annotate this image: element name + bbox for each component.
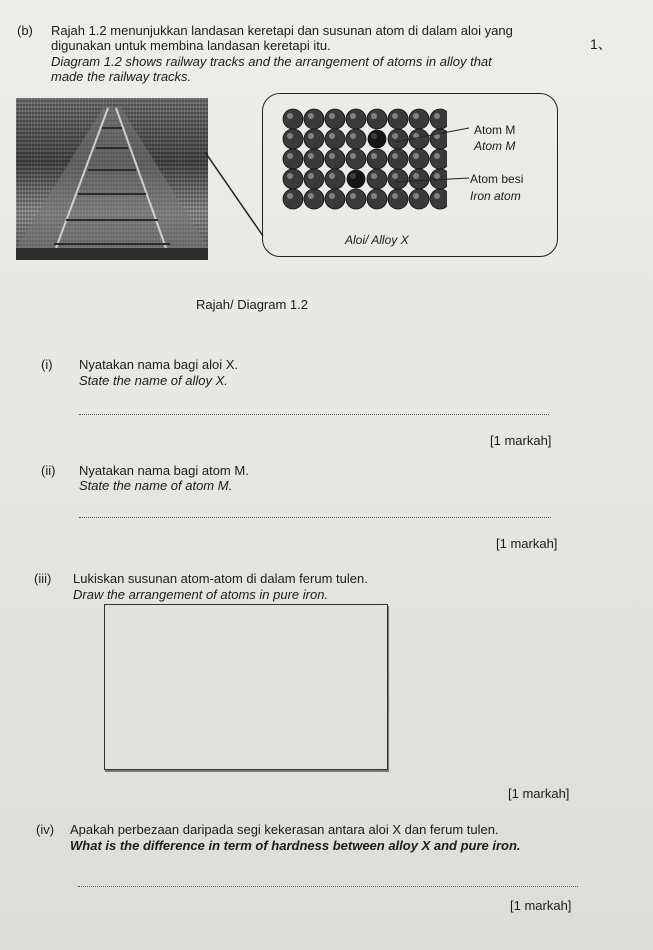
iron-atom (367, 109, 387, 129)
atom-m-label-english: Atom M (474, 139, 516, 153)
atom-highlight (308, 153, 314, 159)
atom-m (347, 170, 365, 188)
atom-highlight (329, 113, 335, 119)
atom-highlight (371, 193, 377, 199)
part-ii-marks: [1 markah] (496, 536, 558, 551)
part-ii-english: State the name of atom M. (79, 478, 233, 493)
atom-highlight (350, 133, 356, 139)
atom-highlight (392, 113, 398, 119)
part-ii-answer-line[interactable] (79, 517, 551, 518)
atom-highlight (287, 153, 293, 159)
atom-highlight (350, 113, 356, 119)
part-iv-marks: [1 markah] (510, 898, 572, 913)
iron-atom (304, 169, 324, 189)
atom-m-label-malay: Atom M (474, 123, 516, 137)
part-i-malay: Nyatakan nama bagi aloi X. (79, 357, 238, 372)
atom-highlight (371, 153, 377, 159)
iron-atom (283, 169, 303, 189)
iron-atom-label-english: Iron atom (470, 189, 521, 203)
atom-highlight (413, 113, 419, 119)
iron-atom (367, 149, 387, 169)
atom-highlight (287, 133, 293, 139)
atom-highlight (308, 173, 314, 179)
atom-highlight (287, 193, 293, 199)
margin-note: 1、 (590, 36, 612, 52)
atom-highlight (350, 193, 356, 199)
iron-atom (367, 189, 387, 209)
iron-atom (346, 109, 366, 129)
iron-atom-label-malay: Atom besi (470, 172, 524, 186)
part-iii-malay: Lukiskan susunan atom-atom di dalam ferum tulen. (73, 571, 368, 586)
part-iii-marks: [1 markah] (508, 786, 570, 801)
intro-malay-line-2: digunakan untuk membina landasan keretapi itu. (51, 38, 331, 53)
atom-highlight (329, 133, 335, 139)
iron-atom (325, 109, 345, 129)
atom-highlight (371, 113, 377, 119)
atom-highlight (371, 173, 377, 179)
iron-atom (367, 169, 387, 189)
iron-atom (283, 189, 303, 209)
atom-highlight (287, 113, 293, 119)
atom-highlight (434, 113, 440, 119)
iron-atom (304, 129, 324, 149)
iron-atom (346, 189, 366, 209)
intro-malay-line-1: Rajah 1.2 menunjukkan landasan keretapi dan susunan atom di dalam aloi yang (51, 23, 513, 38)
iron-atom (283, 129, 303, 149)
intro-english-line-1: Diagram 1.2 shows railway tracks and the arrangement of atoms in alloy that (51, 54, 492, 69)
railway-track-photo (16, 98, 208, 260)
alloy-x-label: Aloi/ Alloy X (345, 233, 409, 247)
atom-highlight (329, 193, 335, 199)
part-i-answer-line[interactable] (79, 414, 549, 415)
iron-atom (325, 149, 345, 169)
iron-atom (304, 109, 324, 129)
iron-atom (325, 169, 345, 189)
part-ii-malay: Nyatakan nama bagi atom M. (79, 463, 249, 478)
part-i-english: State the name of alloy X. (79, 373, 228, 388)
iron-atom (325, 189, 345, 209)
part-iv-malay: Apakah perbezaan daripada segi kekerasan antara aloi X dan ferum tulen. (70, 822, 499, 837)
atom-highlight (371, 133, 377, 139)
part-iv-english: What is the difference in term of hardness between alloy X and pure iron. (70, 838, 521, 853)
atom-highlight (350, 153, 356, 159)
iron-atom (325, 129, 345, 149)
question-label: (b) (17, 23, 33, 38)
diagram-caption: Rajah/ Diagram 1.2 (196, 297, 308, 312)
iron-atom (283, 109, 303, 129)
atom-highlight (329, 153, 335, 159)
part-iv-answer-line[interactable] (78, 886, 578, 887)
atom-highlight (350, 173, 356, 179)
atom-highlight (287, 173, 293, 179)
part-i-marks: [1 markah] (490, 433, 552, 448)
intro-english-line-2: made the railway tracks. (51, 69, 192, 84)
atom-highlight (308, 133, 314, 139)
part-iv-number: (iv) (36, 822, 55, 837)
iron-atom (346, 129, 366, 149)
part-ii-number: (ii) (41, 463, 56, 478)
atom-m (368, 130, 386, 148)
atom-highlight (308, 113, 314, 119)
part-iii-drawing-box[interactable] (104, 604, 388, 770)
atom-highlight (329, 173, 335, 179)
iron-atom (346, 149, 366, 169)
iron-atom (304, 189, 324, 209)
iron-atom (304, 149, 324, 169)
part-i-number: (i) (41, 357, 53, 372)
part-iii-number: (iii) (34, 571, 52, 586)
callout-pointer (205, 150, 265, 240)
atom-highlight (308, 193, 314, 199)
iron-atom (283, 149, 303, 169)
part-iii-english: Draw the arrangement of atoms in pure iron. (73, 587, 329, 602)
